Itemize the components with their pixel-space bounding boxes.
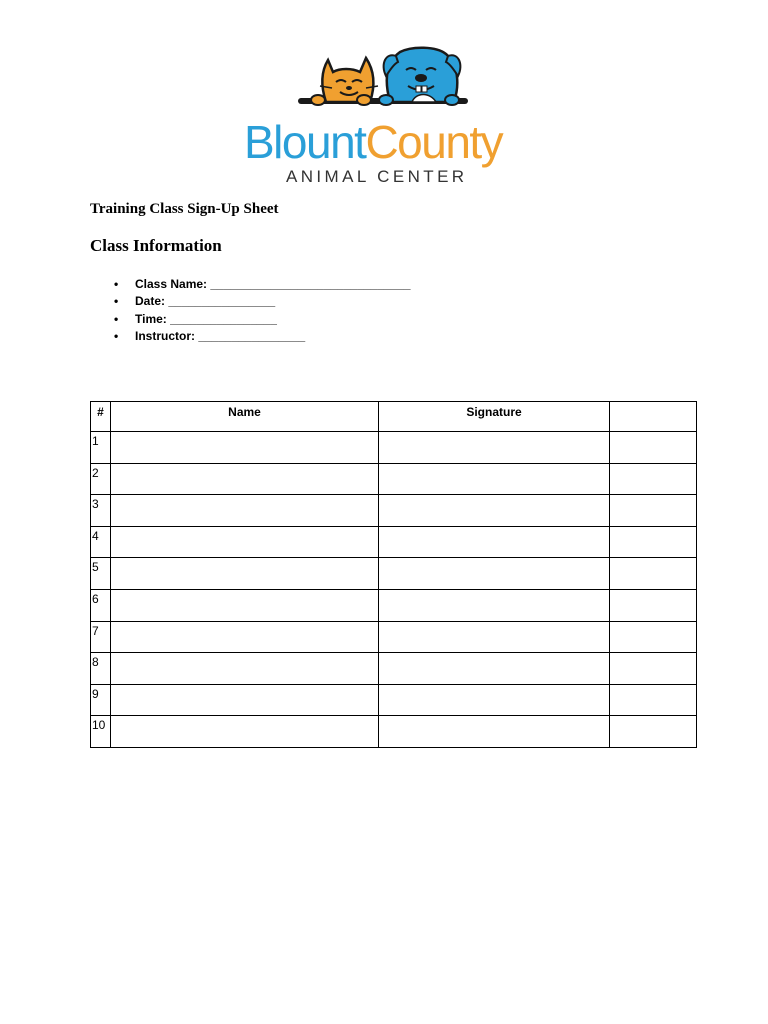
extra-cell[interactable]	[610, 684, 697, 716]
table-row	[91, 463, 697, 495]
name-cell[interactable]	[111, 653, 379, 685]
extra-cell[interactable]	[610, 526, 697, 558]
signature-cell[interactable]	[379, 558, 610, 590]
extra-cell[interactable]	[610, 558, 697, 590]
signup-table	[90, 401, 697, 748]
signature-cell[interactable]	[379, 589, 610, 621]
cat-icon	[311, 58, 378, 105]
table-row	[91, 526, 697, 558]
column-header-number: #	[91, 402, 111, 432]
date-field[interactable]: • Date: ________________	[114, 293, 411, 310]
time-field[interactable]: • Time: ________________	[114, 311, 411, 328]
extra-cell[interactable]	[610, 621, 697, 653]
instructor-field[interactable]: • Instructor: ________________	[114, 328, 411, 345]
column-header-extra	[610, 402, 697, 432]
name-cell[interactable]	[111, 495, 379, 527]
signature-cell[interactable]	[379, 495, 610, 527]
name-cell[interactable]	[111, 432, 379, 464]
document-title: Training Class Sign-Up Sheet	[90, 201, 279, 217]
name-cell[interactable]	[111, 589, 379, 621]
row-number: 3	[91, 495, 111, 527]
row-number: 7	[91, 621, 111, 653]
logo-wordmark: BlountCounty	[244, 116, 503, 168]
name-cell[interactable]	[111, 463, 379, 495]
table-row	[91, 621, 697, 653]
signature-cell[interactable]	[379, 526, 610, 558]
table-row	[91, 653, 697, 685]
dog-icon	[379, 48, 460, 105]
extra-cell[interactable]	[610, 716, 697, 748]
section-title: Class Information	[90, 236, 222, 255]
bullet-icon: •	[114, 328, 119, 343]
bullet-icon: •	[114, 311, 119, 326]
row-number: 1	[91, 432, 111, 464]
signature-cell[interactable]	[379, 432, 610, 464]
row-number: 9	[91, 684, 111, 716]
extra-cell[interactable]	[610, 653, 697, 685]
class-name-field[interactable]: • Class Name: ______________________________	[114, 276, 411, 293]
logo-tagline: ANIMAL CENTER	[286, 167, 468, 186]
table-row	[91, 432, 697, 464]
signature-cell[interactable]	[379, 621, 610, 653]
table-row	[91, 589, 697, 621]
signature-cell[interactable]	[379, 684, 610, 716]
name-cell[interactable]	[111, 716, 379, 748]
bullet-icon: •	[114, 294, 119, 309]
blount-county-logo	[240, 40, 530, 190]
bullet-icon: •	[114, 277, 119, 291]
row-number: 4	[91, 526, 111, 558]
table-row	[91, 684, 697, 716]
table-header-row	[91, 402, 697, 432]
logo-graphic	[240, 40, 530, 190]
name-cell[interactable]	[111, 558, 379, 590]
extra-cell[interactable]	[610, 495, 697, 527]
extra-cell[interactable]	[610, 589, 697, 621]
column-header-name: Name	[111, 402, 379, 432]
column-header-signature: Signature	[379, 402, 610, 432]
table-row	[91, 716, 697, 748]
signature-cell[interactable]	[379, 463, 610, 495]
table-row	[91, 558, 697, 590]
class-info-list	[114, 276, 411, 345]
signature-cell[interactable]	[379, 653, 610, 685]
row-number: 8	[91, 653, 111, 685]
name-cell[interactable]	[111, 684, 379, 716]
name-cell[interactable]	[111, 621, 379, 653]
row-number: 6	[91, 589, 111, 621]
row-number: 5	[91, 558, 111, 590]
name-cell[interactable]	[111, 526, 379, 558]
table-row	[91, 495, 697, 527]
extra-cell[interactable]	[610, 463, 697, 495]
row-number: 2	[91, 463, 111, 495]
signature-cell[interactable]	[379, 716, 610, 748]
extra-cell[interactable]	[610, 432, 697, 464]
row-number: 10	[91, 716, 111, 748]
